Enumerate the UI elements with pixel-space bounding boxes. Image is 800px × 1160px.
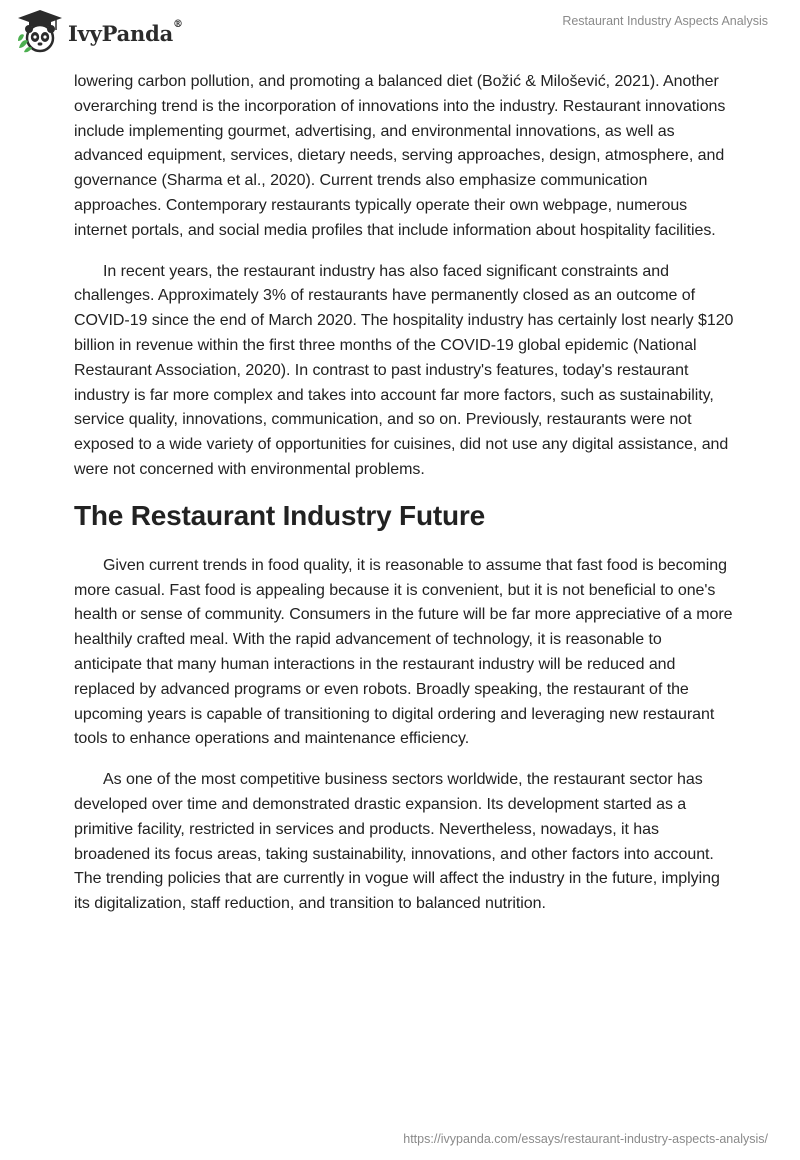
panda-graduate-icon (16, 8, 64, 54)
essay-body (74, 70, 734, 933)
paragraph: Given current trends in food quality, it is reasonable to assume that fast food is becoming more casual. Fast food is appealing because it is convenient, but it is not beneficial to one's health or sense of community. Consumers in the future will be far more appreciative of a more healthily crafted meal. With the rapid advancement of technology, it is reasonable to anticipate that many human interactions in the restaurant industry will be reduced and replaced by advanced programs or even robots. Broadly speaking, the restaurant of the upcoming years is capable of transitioning to digital ordering and leveraging new restaurant tools to enhance operations and maintenance efficiency. (74, 556, 733, 748)
brand-name: IvyPanda® (68, 18, 183, 46)
document-title: Restaurant Industry Aspects Analysis (562, 14, 768, 28)
section-heading: The Restaurant Industry Future (74, 499, 485, 531)
page-header (0, 0, 800, 64)
paragraph: lowering carbon pollution, and promoting a balanced diet (Božić & Milošević, 2021). Another overarching trend is the incorporation of innovations into the industry. Restaurant innovations include implementing gourmet, advertising, and environmental innovations, as well as advanced equipment, services, dietary needs, serving approaches, design, atmosphere, and governance (Sharma et al., 2020). Current trends also emphasize communication approaches. Contemporary restaurants typically operate their own webpage, numerous internet portals, and social media profiles that include information about hospitality facilities. (74, 73, 726, 239)
source-url-link[interactable]: https://ivypanda.com/essays/restaurant-industry-aspects-analysis/ (403, 1132, 768, 1146)
ivypanda-logo[interactable] (16, 8, 183, 54)
paragraph: As one of the most competitive business sectors worldwide, the restaurant sector has developed over time and demonstrated drastic expansion. Its development started as a primitive facility, restricted in services and products. Nevertheless, nowadays, it has broadened its focus areas, taking sustainability, innovations, and other factors into account. The trending policies that are currently in vogue will affect the industry in the future, implying its digitalization, staff reduction, and transition to balanced nutrition. (74, 771, 720, 913)
registered-mark: ® (173, 18, 183, 30)
paragraph: In recent years, the restaurant industry has also faced significant constraints and challenges. Approximately 3% of restaurants have permanently closed as an outcome of COVID-19 since the end of March 2020. The hospitality industry has certainly lost nearly $120 billion in revenue within the first three months of the COVID-19 global epidemic (National Restaurant Association, 2020). In contrast to past industry's features, today's restaurant industry is far more complex and takes into account far more factors, such as sustainability, service quality, innovations, communication, and so on. Previously, restaurants were not exposed to a wide variety of opportunities for cuisines, did not use any digital assistance, and were not concerned with environmental problems. (74, 262, 734, 478)
